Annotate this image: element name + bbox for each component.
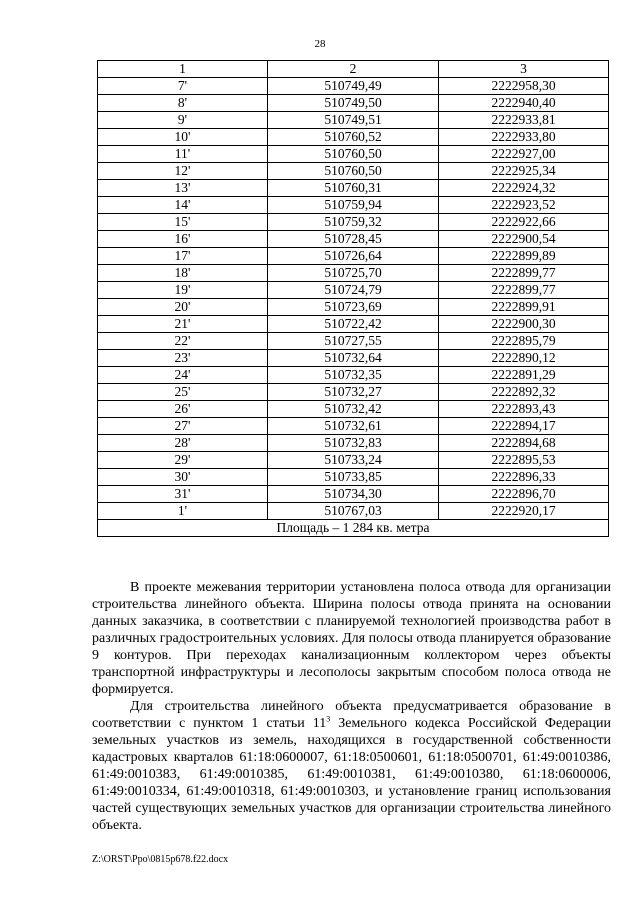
x-coordinate-cell: 510726,64 — [268, 248, 439, 265]
y-coordinate-cell: 2222933,80 — [439, 129, 609, 146]
x-coordinate-cell: 510733,24 — [268, 452, 439, 469]
y-coordinate-cell: 2222920,17 — [439, 503, 609, 520]
x-coordinate-cell: 510734,30 — [268, 486, 439, 503]
table-row — [98, 469, 609, 486]
point-cell: 8' — [98, 95, 268, 112]
table-row — [98, 95, 609, 112]
y-coordinate-cell: 2222891,29 — [439, 367, 609, 384]
y-coordinate-cell: 2222900,30 — [439, 316, 609, 333]
table-area-row — [98, 520, 609, 537]
y-coordinate-cell: 2222899,77 — [439, 265, 609, 282]
y-coordinate-cell: 2222896,33 — [439, 469, 609, 486]
table-row — [98, 197, 609, 214]
file-path-footer: Z:\ORST\Ppo\0815p678.f22.docx — [92, 854, 229, 865]
y-coordinate-cell: 2222900,54 — [439, 231, 609, 248]
x-coordinate-cell: 510760,31 — [268, 180, 439, 197]
table-row — [98, 316, 609, 333]
table-row — [98, 78, 609, 95]
point-cell: 1' — [98, 503, 268, 520]
table-row — [98, 384, 609, 401]
point-cell: 16' — [98, 231, 268, 248]
point-cell: 21' — [98, 316, 268, 333]
y-coordinate-cell: 2222922,66 — [439, 214, 609, 231]
x-coordinate-cell: 510749,49 — [268, 78, 439, 95]
coordinates-table-body — [98, 61, 609, 520]
table-row — [98, 265, 609, 282]
y-coordinate-cell: 2222958,30 — [439, 78, 609, 95]
x-coordinate-cell: 510724,79 — [268, 282, 439, 299]
x-coordinate-cell: 510732,64 — [268, 350, 439, 367]
table-row — [98, 333, 609, 350]
y-coordinate-cell: 2222899,89 — [439, 248, 609, 265]
y-coordinate-cell: 2222893,43 — [439, 401, 609, 418]
x-coordinate-cell: 510760,50 — [268, 146, 439, 163]
table-row — [98, 418, 609, 435]
coordinates-table — [97, 60, 609, 537]
paragraph-2-start: Для строительства линейного объекта предусматривается образование в соответствии с пунктом 1 статьи 11 — [92, 699, 611, 731]
y-coordinate-cell: 2222940,40 — [439, 95, 609, 112]
y-coordinate-cell: 2222899,77 — [439, 282, 609, 299]
table-row — [98, 299, 609, 316]
table-row — [98, 401, 609, 418]
table-row — [98, 503, 609, 520]
table-row — [98, 486, 609, 503]
x-coordinate-cell: 510732,83 — [268, 435, 439, 452]
point-cell: 30' — [98, 469, 268, 486]
table-row — [98, 248, 609, 265]
table-row — [98, 163, 609, 180]
point-cell: 28' — [98, 435, 268, 452]
table-row — [98, 282, 609, 299]
x-coordinate-cell: 510732,35 — [268, 367, 439, 384]
y-coordinate-cell: 2222894,17 — [439, 418, 609, 435]
point-cell: 26' — [98, 401, 268, 418]
point-cell: 13' — [98, 180, 268, 197]
point-cell: 23' — [98, 350, 268, 367]
table-row — [98, 112, 609, 129]
header-cell-x: 2 — [268, 61, 439, 78]
point-cell: 15' — [98, 214, 268, 231]
x-coordinate-cell: 510725,70 — [268, 265, 439, 282]
x-coordinate-cell: 510727,55 — [268, 333, 439, 350]
area-cell: Площадь – 1 284 кв. метра — [98, 520, 609, 537]
y-coordinate-cell: 2222899,91 — [439, 299, 609, 316]
x-coordinate-cell: 510732,61 — [268, 418, 439, 435]
page-number: 28 — [314, 38, 326, 50]
y-coordinate-cell: 2222890,12 — [439, 350, 609, 367]
point-cell: 12' — [98, 163, 268, 180]
point-cell: 11' — [98, 146, 268, 163]
table-row — [98, 452, 609, 469]
y-coordinate-cell: 2222925,34 — [439, 163, 609, 180]
point-cell: 25' — [98, 384, 268, 401]
table-row — [98, 231, 609, 248]
point-cell: 24' — [98, 367, 268, 384]
x-coordinate-cell: 510728,45 — [268, 231, 439, 248]
x-coordinate-cell: 510722,42 — [268, 316, 439, 333]
y-coordinate-cell: 2222927,00 — [439, 146, 609, 163]
body-text — [92, 579, 611, 834]
x-coordinate-cell: 510767,03 — [268, 503, 439, 520]
header-cell-point: 1 — [98, 61, 268, 78]
x-coordinate-cell: 510749,50 — [268, 95, 439, 112]
table-row — [98, 367, 609, 384]
point-cell: 18' — [98, 265, 268, 282]
point-cell: 19' — [98, 282, 268, 299]
point-cell: 27' — [98, 418, 268, 435]
y-coordinate-cell: 2222896,70 — [439, 486, 609, 503]
point-cell: 9' — [98, 112, 268, 129]
y-coordinate-cell: 2222892,32 — [439, 384, 609, 401]
table-header-row — [98, 61, 609, 78]
y-coordinate-cell: 2222895,79 — [439, 333, 609, 350]
article-superscript: 3 — [326, 714, 331, 724]
x-coordinate-cell: 510749,51 — [268, 112, 439, 129]
y-coordinate-cell: 2222895,53 — [439, 452, 609, 469]
x-coordinate-cell: 510732,27 — [268, 384, 439, 401]
table-row — [98, 214, 609, 231]
paragraph-2 — [92, 698, 611, 834]
x-coordinate-cell: 510723,69 — [268, 299, 439, 316]
paragraph-1: В проекте межевания территории установлена полоса отвода для организации строительства линейного объекта. Ширина полосы отвода принята на основании данных заказчика, в соответствии с планируемой технологией производства работ в различных градостроительных условиях. Для полосы отвода планируется образование 9 контуров. При переходах канализационным коллектором через объекты транспортной инфраструктуры и лесополосы закрытым способом полоса отвода не формируется. — [92, 580, 611, 697]
x-coordinate-cell: 510732,42 — [268, 401, 439, 418]
x-coordinate-cell: 510760,52 — [268, 129, 439, 146]
y-coordinate-cell: 2222894,68 — [439, 435, 609, 452]
table-row — [98, 435, 609, 452]
x-coordinate-cell: 510759,32 — [268, 214, 439, 231]
point-cell: 29' — [98, 452, 268, 469]
header-cell-y: 3 — [439, 61, 609, 78]
paragraph-2-end: Земельного кодекса Российской Федерации земельных участков из земель, находящихся в государственной собственности кадастровых кварталов 61:18:0600007, 61:18:0500601, 61:18:0500701, 61:49:0010386, 61:49:0010383, 61:49:0010385, 61:49:0010381, 61:49:0010380, 61:18:0600006, 61:49:0010334, 61:49:0010318, 61:49:0010303, и установление границ использования частей существующих земельных участков для организации строительства линейного объекта. — [92, 716, 611, 833]
table-row — [98, 146, 609, 163]
x-coordinate-cell: 510733,85 — [268, 469, 439, 486]
table-row — [98, 350, 609, 367]
x-coordinate-cell: 510759,94 — [268, 197, 439, 214]
x-coordinate-cell: 510760,50 — [268, 163, 439, 180]
table-row — [98, 180, 609, 197]
point-cell: 7' — [98, 78, 268, 95]
point-cell: 14' — [98, 197, 268, 214]
table-row — [98, 129, 609, 146]
point-cell: 20' — [98, 299, 268, 316]
point-cell: 10' — [98, 129, 268, 146]
y-coordinate-cell: 2222924,32 — [439, 180, 609, 197]
y-coordinate-cell: 2222933,81 — [439, 112, 609, 129]
y-coordinate-cell: 2222923,52 — [439, 197, 609, 214]
point-cell: 22' — [98, 333, 268, 350]
point-cell: 17' — [98, 248, 268, 265]
point-cell: 31' — [98, 486, 268, 503]
